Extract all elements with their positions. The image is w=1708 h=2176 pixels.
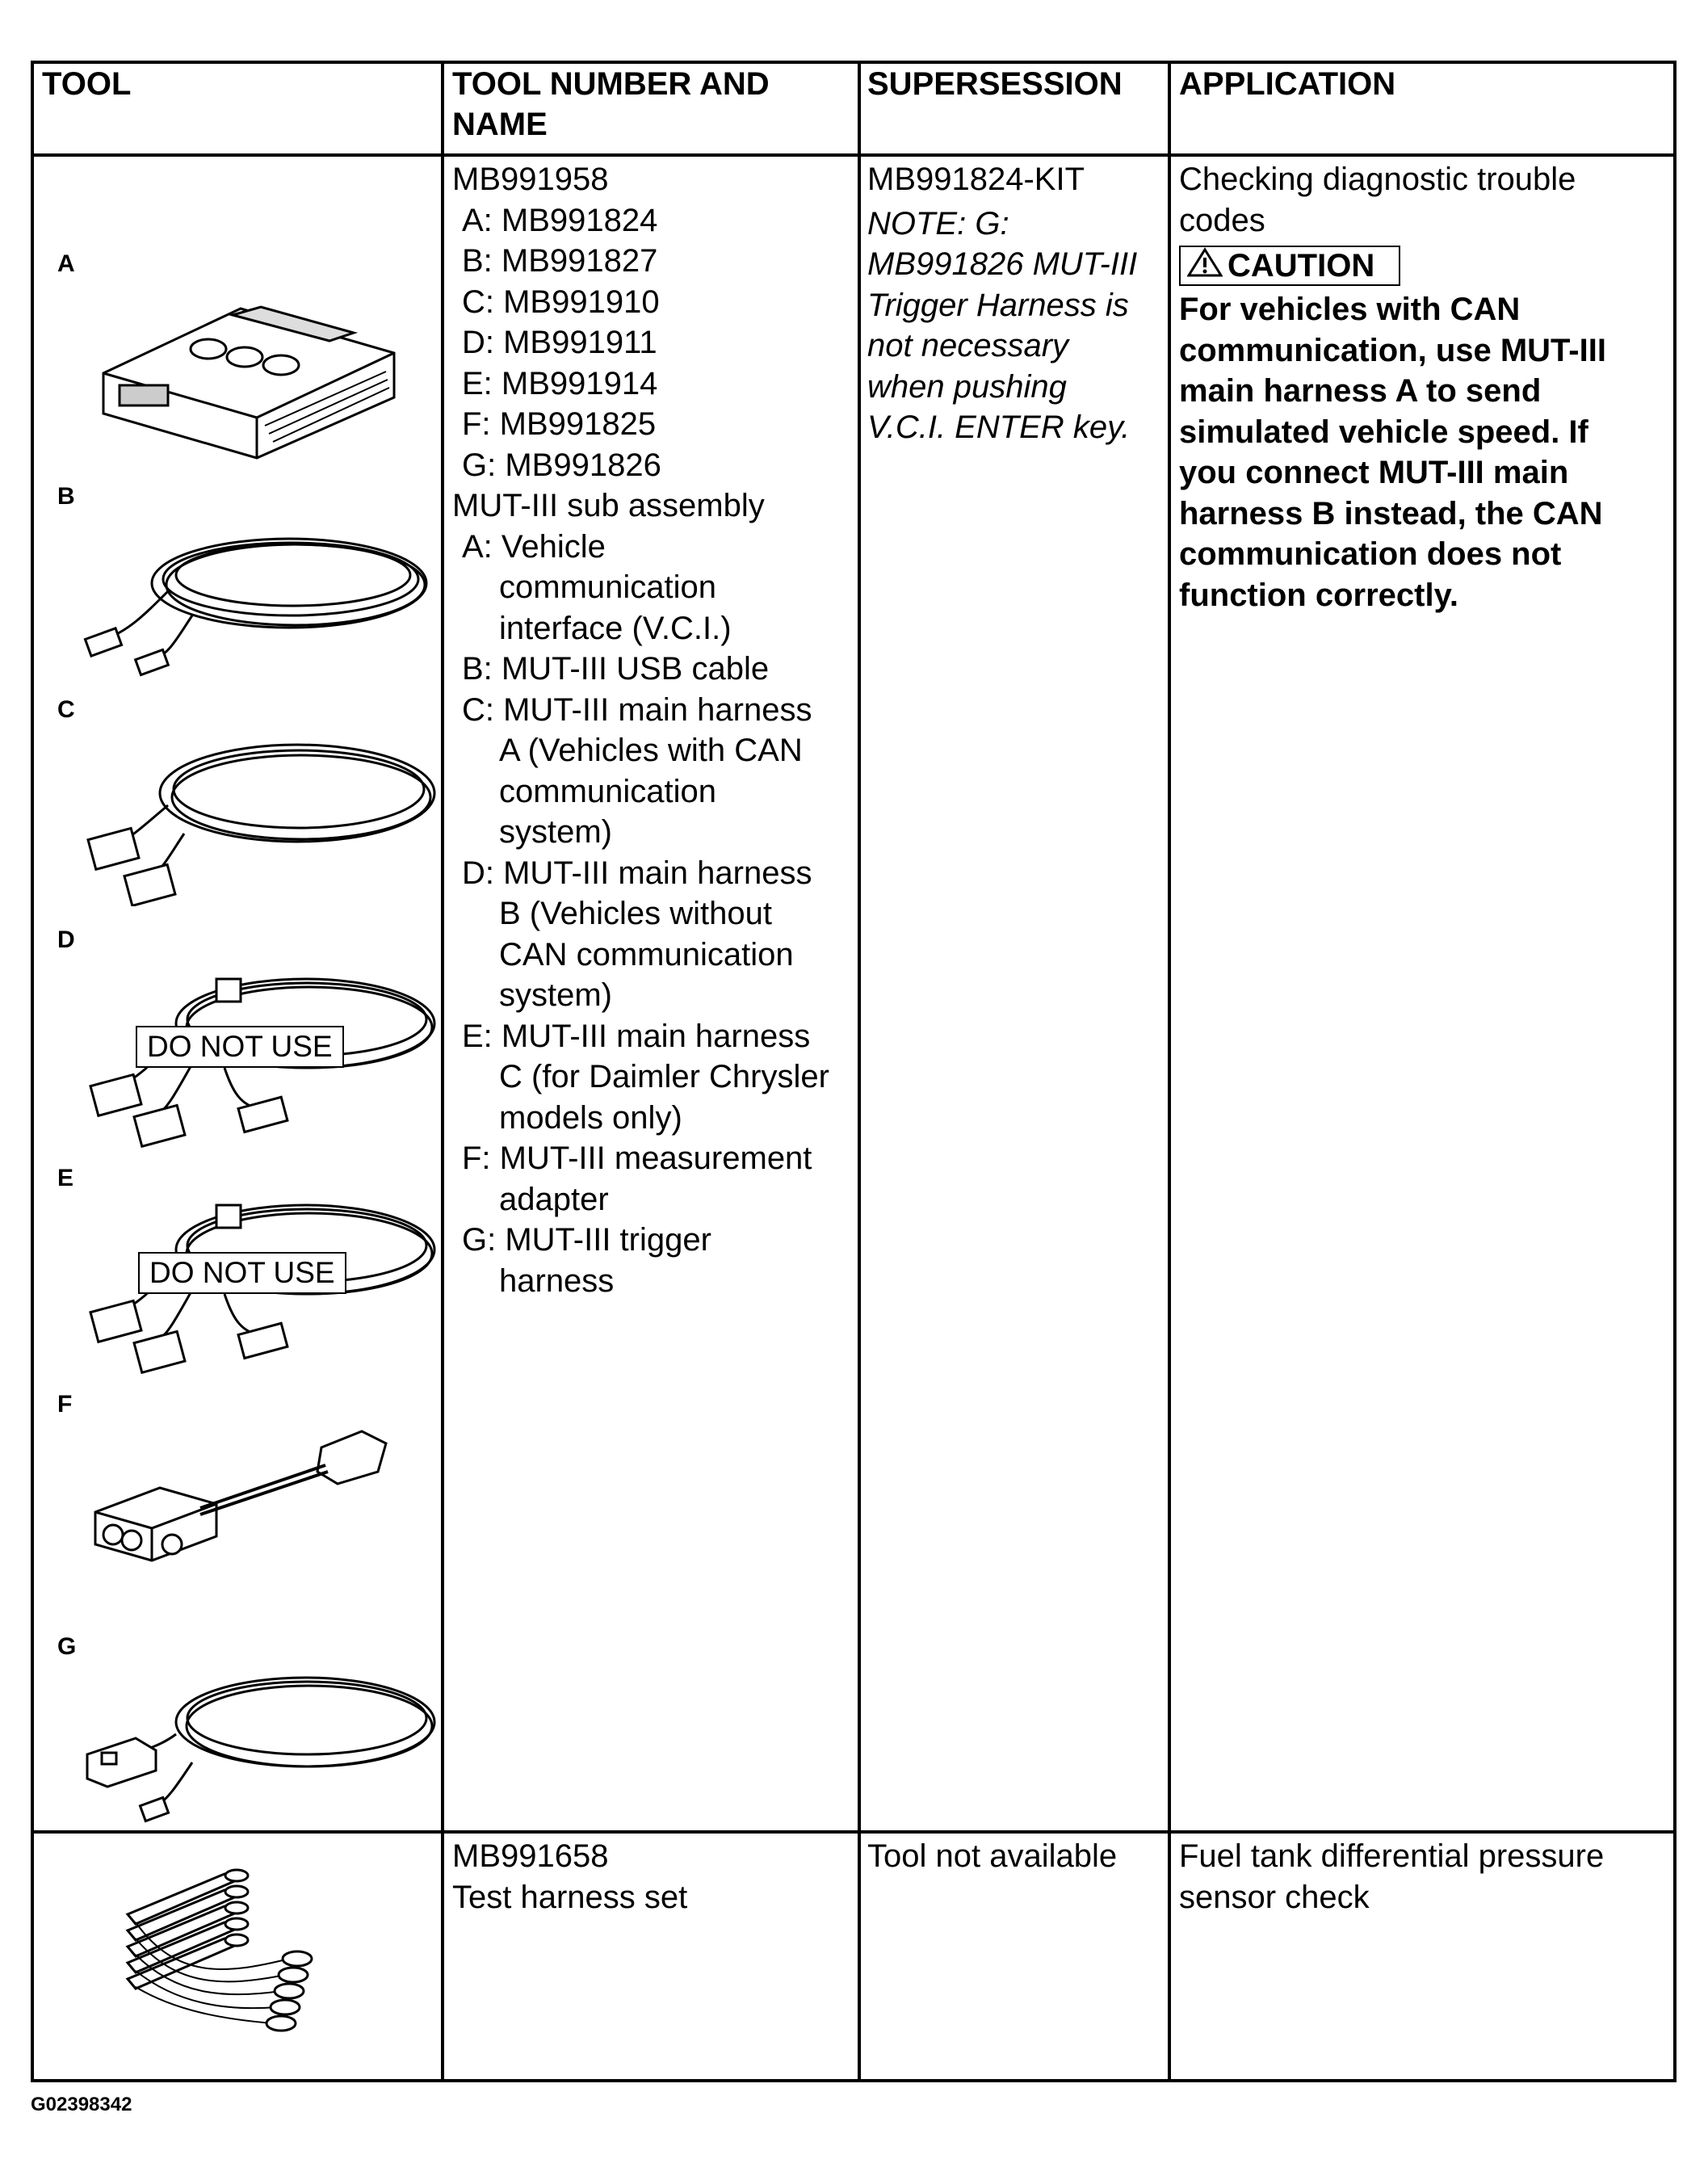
tool-label-b: B <box>57 483 75 510</box>
number-line-0: MB991958 <box>452 162 609 197</box>
number-line-25: adapter <box>499 1181 609 1217</box>
supersession-note <box>867 204 1168 448</box>
tool-images-cell <box>31 155 441 1830</box>
header-tool-number-and-name: TOOL NUMBER AND NAME <box>452 66 770 142</box>
header-supersession: SUPERSESSION <box>867 66 1123 102</box>
trigger-harness-illustration <box>79 1649 443 1835</box>
caution-line-4: you connect MUT-III main <box>1179 455 1569 490</box>
application-line-2-1: sensor check <box>1179 1879 1370 1915</box>
tool-label-a: A <box>57 250 75 277</box>
number-line-6: F: MB991825 <box>462 406 657 442</box>
number-line-3: C: MB991910 <box>462 284 660 320</box>
application-cell-2 <box>1179 1836 1672 1918</box>
number-line-10: communication <box>499 569 717 605</box>
number-line-11: interface (V.C.I.) <box>499 610 732 646</box>
note-line-2: Trigger Harness is <box>867 287 1129 323</box>
tool-number-and-name-cell-2 <box>452 1836 856 1918</box>
tool-label-f: F <box>57 1391 73 1418</box>
warning-triangle-icon <box>1187 247 1223 278</box>
tool-label-g: G <box>57 1633 77 1660</box>
number-line-15: communication <box>499 773 717 809</box>
tool-label-d: D <box>57 926 75 953</box>
caution-line-7: function correctly. <box>1179 577 1458 613</box>
number-line-5: E: MB991914 <box>462 365 658 401</box>
number-line-9: A: Vehicle <box>462 528 606 565</box>
number-line-2: B: MB991827 <box>462 243 658 279</box>
caution-label: CAUTION <box>1227 248 1375 284</box>
caution-line-5: harness B instead, the CAN <box>1179 495 1603 531</box>
caution-line-2: main harness A to send <box>1179 373 1542 409</box>
number-line-14: A (Vehicles with CAN <box>499 733 803 768</box>
measurement-adapter-illustration <box>79 1415 434 1593</box>
number-line-26: G: MUT-III trigger <box>462 1222 711 1258</box>
do-not-use-label-d: DO NOT USE <box>136 1026 344 1068</box>
vci-unit-illustration <box>87 276 410 470</box>
note-line-1: MB991826 MUT-III <box>867 246 1138 282</box>
number-line-16: system) <box>499 814 612 850</box>
application-line-0: Checking diagnostic trouble <box>1179 162 1576 197</box>
number-line-2-1: Test harness set <box>452 1879 688 1915</box>
note-line-5: V.C.I. ENTER key. <box>867 410 1131 445</box>
caution-box <box>1179 246 1400 286</box>
supersession-value-2: Tool not available <box>867 1838 1118 1874</box>
header-application: APPLICATION <box>1179 66 1396 102</box>
note-line-3: not necessary <box>867 328 1069 363</box>
test-harness-set-illustration <box>103 1850 346 2068</box>
number-line-17: D: MUT-III main harness <box>462 855 812 891</box>
caution-line-0: For vehicles with CAN <box>1179 292 1521 327</box>
note-line-4: when pushing <box>867 368 1067 405</box>
number-line-7: G: MB991826 <box>462 447 661 483</box>
caution-line-1: communication, use MUT-III <box>1179 332 1606 368</box>
tool-label-c: C <box>57 696 75 723</box>
number-line-19: CAN communication <box>499 936 794 972</box>
note-line-0: NOTE: G: <box>867 205 1009 242</box>
main-harness-a-illustration <box>79 712 443 906</box>
do-not-use-label-e: DO NOT USE <box>138 1252 346 1294</box>
supersession-cell-2 <box>867 1836 1168 1877</box>
number-line-8: MUT-III sub assembly <box>452 488 765 523</box>
supersession-cell <box>867 159 1168 448</box>
number-line-12: B: MUT-III USB cable <box>462 651 770 687</box>
number-line-4: D: MB991911 <box>462 325 657 360</box>
caution-line-3: simulated vehicle speed. If <box>1179 414 1588 450</box>
number-line-27: harness <box>499 1262 615 1299</box>
tool-number-and-name-cell <box>452 159 856 1301</box>
caution-text <box>1179 289 1672 615</box>
number-line-22: C (for Daimler Chrysler <box>499 1059 829 1094</box>
number-line-21: E: MUT-III main harness <box>462 1018 811 1054</box>
figure-id: G02398342 <box>31 2094 132 2115</box>
supersession-value: MB991824-KIT <box>867 162 1085 197</box>
number-line-1: A: MB991824 <box>462 202 658 238</box>
header-tool: TOOL <box>42 66 132 102</box>
number-line-20: system) <box>499 977 612 1013</box>
number-line-23: models only) <box>499 1099 682 1136</box>
application-line-2-0: Fuel tank differential pressure <box>1179 1838 1605 1874</box>
special-tools-table <box>31 61 1677 2082</box>
tool-label-e: E <box>57 1165 74 1191</box>
number-line-13: C: MUT-III main harness <box>462 691 812 728</box>
caution-line-6: communication does not <box>1179 536 1562 572</box>
usb-cable-illustration <box>79 494 443 680</box>
application-cell <box>1179 159 1672 615</box>
number-line-18: B (Vehicles without <box>499 896 772 931</box>
application-line-1: codes <box>1179 202 1265 238</box>
number-line-2-0: MB991658 <box>452 1838 609 1874</box>
number-line-24: F: MUT-III measurement <box>462 1141 812 1176</box>
